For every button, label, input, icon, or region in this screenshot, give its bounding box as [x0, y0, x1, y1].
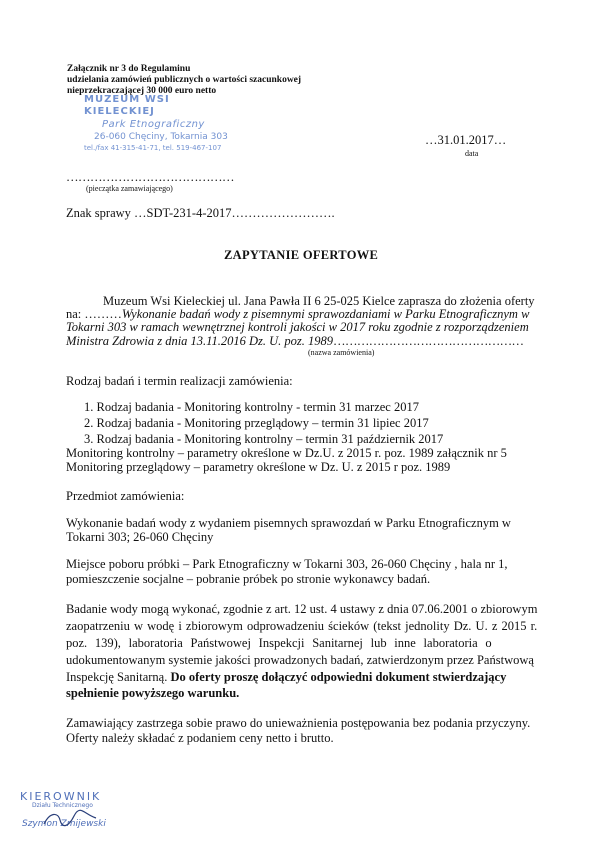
document-title: ZAPYTANIE OFERTOWE	[224, 248, 379, 262]
stamp-line3: 26-060 Chęciny, Tokarnia 303	[94, 132, 228, 142]
requirements-line5-normal: Inspekcję Sanitarną.	[66, 670, 171, 684]
handwritten-signature	[40, 808, 100, 830]
signature-stamp-title: KIEROWNIK	[20, 790, 102, 803]
scope-note-1: Monitoring kontrolny – parametry określone w Dz.U. z 2015 r. poz. 1989 załącznik nr 5	[66, 446, 507, 460]
final-line2: Oferty należy składać z podaniem ceny netto i brutto.	[66, 731, 334, 745]
requirements-line2: zaopatrzeniu w wodę i zbiorowym odprowadzeniu ścieków (tekst jednolity Dz. U. z 2015 r.	[66, 619, 538, 633]
scope-item-1: 1. Rodzaj badania - Monitoring kontrolny - termin 31 marzec 2017	[84, 400, 419, 414]
intro-line2-italic: Wykonanie badań wody z pisemnymi sprawozdaniami w Parku Etnograficznym w	[121, 307, 530, 321]
subject-p2-line2: pomieszczenie socjalne – pobranie próbek po stronie wykonawcy badań.	[66, 572, 431, 586]
seal-caption: (pieczątka zamawiającego)	[86, 184, 173, 193]
scope-heading: Rodzaj badań i termin realizacji zamówienia:	[66, 374, 293, 388]
requirements-line6: spełnienie powyższego warunku.	[66, 686, 240, 700]
intro-line2-prefix: na: ………	[66, 307, 122, 321]
case-number: Znak sprawy …SDT-231-4-2017…………………….	[66, 206, 335, 220]
subject-p1-line2: Tokarni 303; 26-060 Chęciny	[66, 530, 214, 544]
intro-line1: Muzeum Wsi Kieleckiej ul. Jana Pawła II 6 25-025 Kielce zaprasza do złożenia oferty	[103, 294, 535, 308]
stamp-line2: Park Etnograficzny	[102, 119, 205, 130]
stamp-line1: MUZEUM WSI KIELECKIEJ	[84, 94, 170, 117]
stamp-line4: tel./fax 41-315-41-71, tel. 519-467-107	[84, 144, 222, 152]
seal-dotted-line: ……………………………………	[66, 170, 234, 184]
signature-stamp-name: Szymon Zmijewski	[22, 819, 106, 829]
subject-p2-line1: Miejsce poboru próbki – Park Etnograficzny w Tokarni 303, 26-060 Chęciny , hala nr 1,	[66, 557, 508, 571]
signature-stamp-dept: Działu Technicznego	[32, 802, 93, 809]
organization-stamp	[84, 94, 244, 153]
order-name-caption: (nazwa zamówienia)	[308, 348, 375, 357]
intro-line4	[66, 334, 523, 349]
requirements-line5	[66, 670, 506, 685]
attachment-header-line1: Załącznik nr 3 do Regulaminu	[67, 64, 191, 74]
requirements-line4: udokumentowanym systemie jakości prowadzonych badań, zatwierdzonym przez Państwową	[66, 653, 534, 667]
subject-heading: Przedmiot zamówienia:	[66, 489, 185, 503]
scope-note-2: Monitoring przeglądowy – parametry określone w Dz. U. z 2015 r poz. 1989	[66, 460, 451, 474]
final-line1: Zamawiający zastrzega sobie prawo do unieważnienia postępowania bez podania przyczyny.	[66, 716, 531, 730]
intro-line4-italic: Ministra Zdrowia z dnia 13.11.2016 Dz. U. poz. 1989	[66, 334, 334, 348]
scope-item-2: 2. Rodzaj badania - Monitoring przeglądowy – termin 31 lipiec 2017	[84, 416, 429, 430]
intro-line3: Tokarni 303 w ramach wewnętrznej kontroli jakości w 2017 roku zgodnie z rozporządzeniem	[66, 320, 529, 334]
scope-item-3: 3. Rodzaj badania - Monitoring kontrolny – termin 31 październik 2017	[84, 432, 444, 446]
intro-line4-dots: …………………………………………	[333, 334, 524, 348]
requirements-line3: poz. 139), laboratoria Państwowej Inspekcji Sanitarnej lub inne laboratoria o	[66, 636, 492, 650]
attachment-header-line3: nieprzekraczającej 30 000 euro netto	[67, 86, 217, 96]
subject-p1-line1: Wykonanie badań wody z wydaniem pisemnych sprawozdań w Parku Etnograficznym w	[66, 516, 511, 530]
document-date: …31.01.2017…	[425, 133, 507, 147]
requirements-line1: Badanie wody mogą wykonać, zgodnie z art. 12 ust. 4 ustawy z dnia 07.06.2001 o zbiorowym	[66, 602, 538, 616]
requirements-line5-bold: Do oferty proszę dołączyć odpowiedni dokument stwierdzający	[170, 670, 507, 684]
attachment-header-line2: udzielania zamówień publicznych o wartości szacunkowej	[67, 75, 302, 85]
date-label: data	[465, 149, 479, 158]
